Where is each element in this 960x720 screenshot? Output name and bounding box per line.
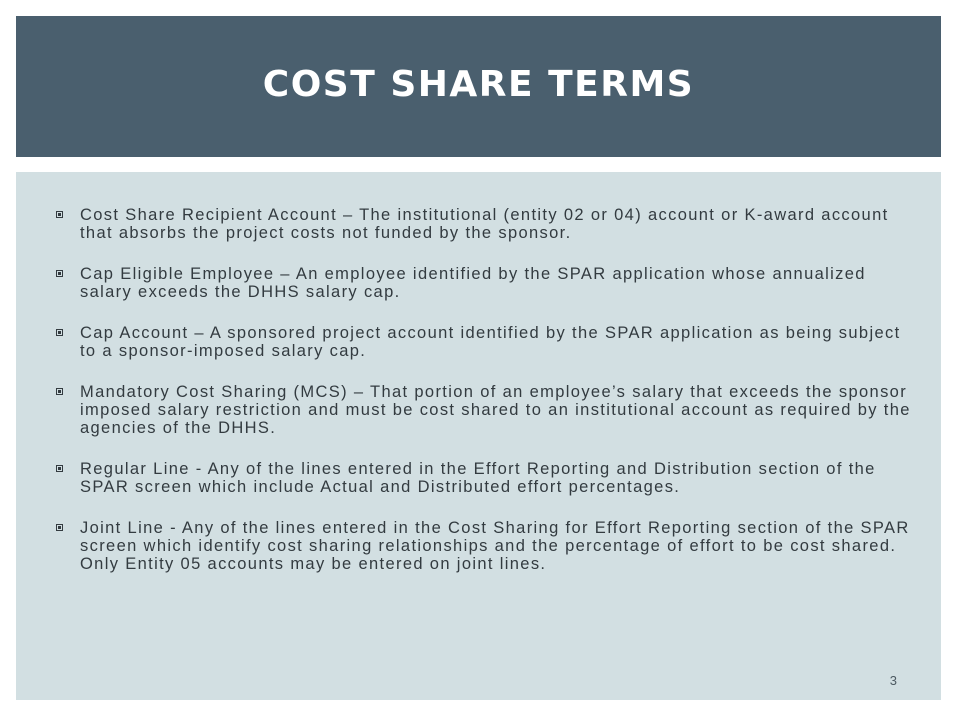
bullet-item	[56, 460, 916, 496]
slide-title: COST SHARE TERMS	[262, 64, 695, 105]
page-number: 3	[889, 673, 897, 688]
content-panel	[16, 172, 941, 700]
bullet-item	[56, 324, 916, 360]
square-bullet-icon	[56, 524, 63, 531]
bullet-item	[56, 519, 916, 573]
bullet-text: Mandatory Cost Sharing (MCS) – That portion of an employee’s salary that exceeds the sponsor imposed salary restriction and must be cost shared to an institutional account as required by the agencies of the DHHS.	[80, 383, 911, 437]
bullet-text: Regular Line - Any of the lines entered in the Effort Reporting and Distribution section of the SPAR screen which include Actual and Distributed effort percentages.	[80, 460, 876, 496]
square-bullet-icon	[56, 329, 63, 336]
header-band	[16, 16, 941, 157]
bullet-text: Cap Account – A sponsored project account identified by the SPAR application as being subject to a sponsor-imposed salary cap.	[80, 324, 901, 360]
bullet-text: Cost Share Recipient Account – The institutional (entity 02 or 04) account or K-award account that absorbs the project costs not funded by the sponsor.	[80, 206, 889, 242]
bullet-text: Cap Eligible Employee – An employee identified by the SPAR application whose annualized salary exceeds the DHHS salary cap.	[80, 265, 866, 301]
bullet-item	[56, 383, 916, 437]
bullet-list	[56, 206, 916, 596]
bullet-item	[56, 265, 916, 301]
square-bullet-icon	[56, 388, 63, 395]
square-bullet-icon	[56, 270, 63, 277]
bullet-item	[56, 206, 916, 242]
square-bullet-icon	[56, 465, 63, 472]
bullet-text: Joint Line - Any of the lines entered in the Cost Sharing for Effort Reporting section of the SPAR screen which identify cost sharing relationships and the percentage of effort to be cost shared. Only Entity 05 accounts may be entered on joint lines.	[80, 519, 910, 573]
square-bullet-icon	[56, 211, 63, 218]
